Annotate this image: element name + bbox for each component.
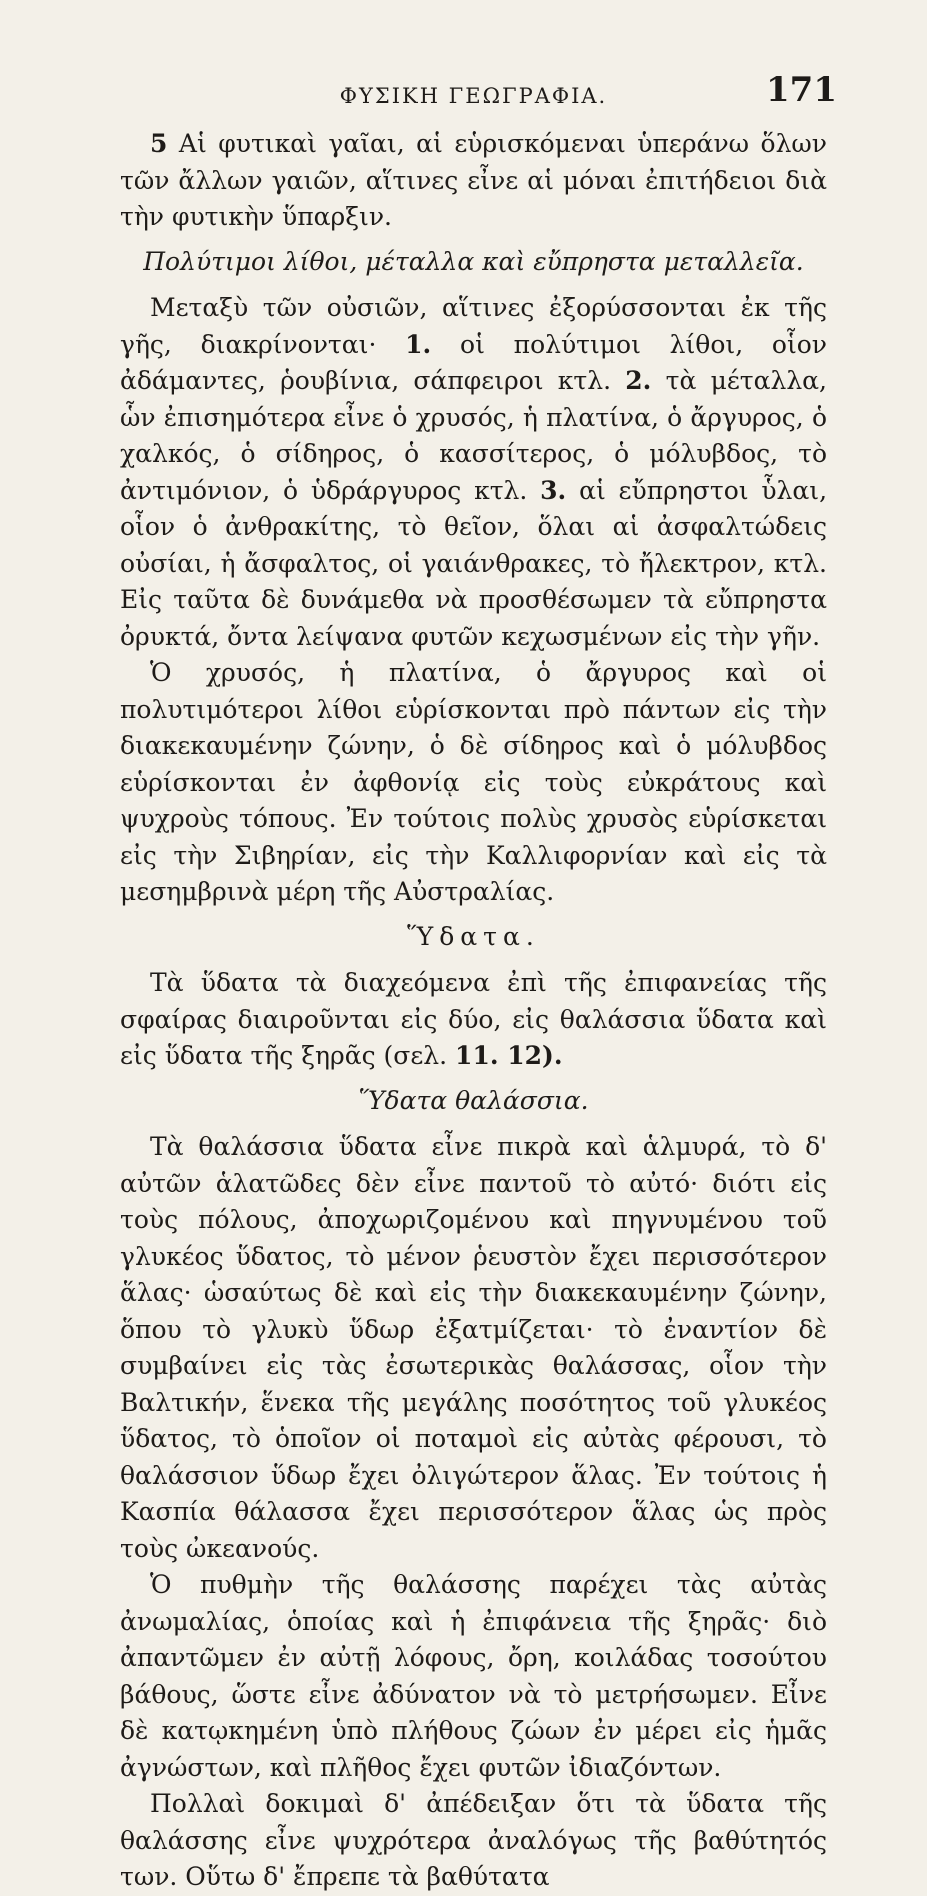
section-heading-sea-waters: Ὕδατα θαλάσσια. (358, 1085, 589, 1115)
paragraph-temperature: Πολλαὶ δοκιμαὶ δ' ἀπέδειξαν ὅτι τὰ ὕδατα τῆς θαλάσσης εἶνε ψυχρότερα ἀναλόγως τῆς βαθύτητός των. Οὕτω δ' ἔπρεπε τὰ βαθύτατα (120, 1789, 827, 1891)
item-number: 2. (625, 366, 652, 395)
page-reference: 11. 12). (455, 1041, 563, 1070)
paragraph-minerals (120, 290, 827, 655)
page-number: 171 (766, 70, 837, 110)
paragraph-text: Αἱ φυτικαὶ γαῖαι, αἱ εὑρισκόμεναι ὑπεράνω ὅλων τῶν ἄλλων γαιῶν, αἵτινες εἶνε αἱ μόναι ἐπιτήδειοι διὰ τὴν φυτικὴν ὕπαρξιν. (120, 129, 827, 231)
paragraph-text: αἱ εὔπρηστοι ὗλαι, οἷον ὁ ἀνθρακίτης, τὸ θεῖον, ὅλαι αἱ ἀσφαλτώδεις οὐσίαι, ἡ ἄσφαλτος, οἱ γαιάνθρακες, τὸ ἤλεκτρον, κτλ. Εἰς ταῦτα δὲ δυνάμεθα νὰ προσθέσωμεν τὰ εὔπρηστα ὀρυκτά, ὄντα λείψανα φυτῶν κεχωσμένων εἰς τὴν γῆν. (120, 475, 828, 651)
running-head: ΦΥΣΙΚΗ ΓΕΩΓΡΑΦΙΑ. (339, 84, 608, 108)
item-number: 1. (405, 329, 432, 359)
page-header (120, 70, 837, 110)
paragraph-soils (120, 126, 827, 236)
paragraph-text: Τὰ ὕδατα τὰ διαχεόμενα ἐπὶ τῆς ἐπιφανείας τῆς σφαίρας διαιροῦνται εἰς δύο, εἰς θαλάσσια ὕδατα καὶ εἰς ὕδατα τῆς ξηρᾶς (σελ. (120, 968, 827, 1070)
section-heading-waters: Ὕδατα. (407, 921, 540, 951)
paragraph-text: οἱ πολύτιμοι λίθοι, οἷον ἀδάμαντες, ῥουβίνια, σάπφειροι κτλ. (120, 329, 827, 395)
item-number: 5 (150, 129, 168, 158)
paragraph-gold: Ὁ χρυσός, ἡ πλατίνα, ὁ ἄργυρος καὶ οἱ πολυτιμότεροι λίθοι εὑρίσκονται πρὸ πάντων εἰς τὴν διακεκαυμένην ζώνην, ὁ δὲ σίδηρος καὶ ὁ μόλυβδος εὑρίσκονται ἐν ἀφθονίᾳ εἰς τοὺς εὐκράτους καὶ ψυχροὺς τόπους. Ἐν τούτοις πολὺς χρυσὸς εὑρίσκεται εἰς τὴν Σιβηρίαν, εἰς τὴν Καλλιφορνίαν καὶ εἰς τὰ μεσημβρινὰ μέρη τῆς Αὐστραλίας. (120, 658, 827, 906)
paragraph-salinity: Τὰ θαλάσσια ὕδατα εἶνε πικρὰ καὶ ἁλμυρά, τὸ δ' αὐτῶν ἁλατῶδες δὲν εἶνε παντοῦ τὸ αὐτό· διότι εἰς τοὺς πόλους, ἀποχωριζομένου καὶ πηγνυμένου τοῦ γλυκέος ὕδατος, τὸ μένον ῥευστὸν ἔχει περισσότερον ἅλας· ὡσαύτως δὲ καὶ εἰς τὴν διακεκαυμένην ζώνην, ὅπου τὸ γλυκὺ ὕδωρ ἐξατμίζεται· τὸ ἐναντίον δὲ συμβαίνει εἰς τὰς ἐσωτερικὰς θαλάσσας, οἷον τὴν Βαλτικήν, ἕνεκα τῆς μεγάλης ποσότητος τοῦ γλυκέος ὕδατος, τὸ ὁποῖον οἱ ποταμοὶ εἰς αὐτὰς φέρουσι, τὸ θαλάσσιον ὕδωρ ἔχει ὀλιγώτερον ἅλας. Ἐν τούτοις ἡ Κασπία θάλασσα ἔχει περισσότερον ἅλας ὡς πρὸς τοὺς ὠκεανούς. (120, 1132, 827, 1563)
paragraph-text: Μεταξὺ τῶν οὐσιῶν, αἵτινες ἐξορύσσονται ἐκ τῆς γῆς, διακρίνονται· (120, 293, 827, 359)
paragraph-waters (120, 965, 827, 1075)
paragraph-sea-floor: Ὁ πυθμὴν τῆς θαλάσσης παρέχει τὰς αὐτὰς ἀνωμαλίας, ὁποίας καὶ ἡ ἐπιφάνεια τῆς ξηρᾶς· διὸ ἀπαντῶμεν ἐν αὐτῇ λόφους, ὄρη, κοιλάδας τοσούτου βάθους, ὥστε εἶνε ἀδύνατον νὰ τὸ μετρήσωμεν. Εἶνε δὲ κατῳκημένη ὑπὸ πλήθους ζώων ἐν μέρει εἰς ἡμᾶς ἀγνώστων, καὶ πλῆθος ἔχει φυτῶν ἰδιαζόντων. (120, 1570, 827, 1782)
paragraph-text: τὰ μέταλλα, ὧν ἐπισημότερα εἶνε ὁ χρυσός, ἡ πλατίνα, ὁ ἄργυρος, ὁ χαλκός, ὁ σίδηρος, ὁ κασσίτερος, ὁ μόλυβδος, τὸ ἀντιμόνιον, ὁ ὑδράργυρος κτλ. (120, 366, 827, 505)
item-number: 3. (540, 475, 567, 505)
section-heading-minerals: Πολύτιμοι λίθοι, μέταλλα καὶ εὔπρηστα μεταλλεῖα. (143, 246, 804, 276)
